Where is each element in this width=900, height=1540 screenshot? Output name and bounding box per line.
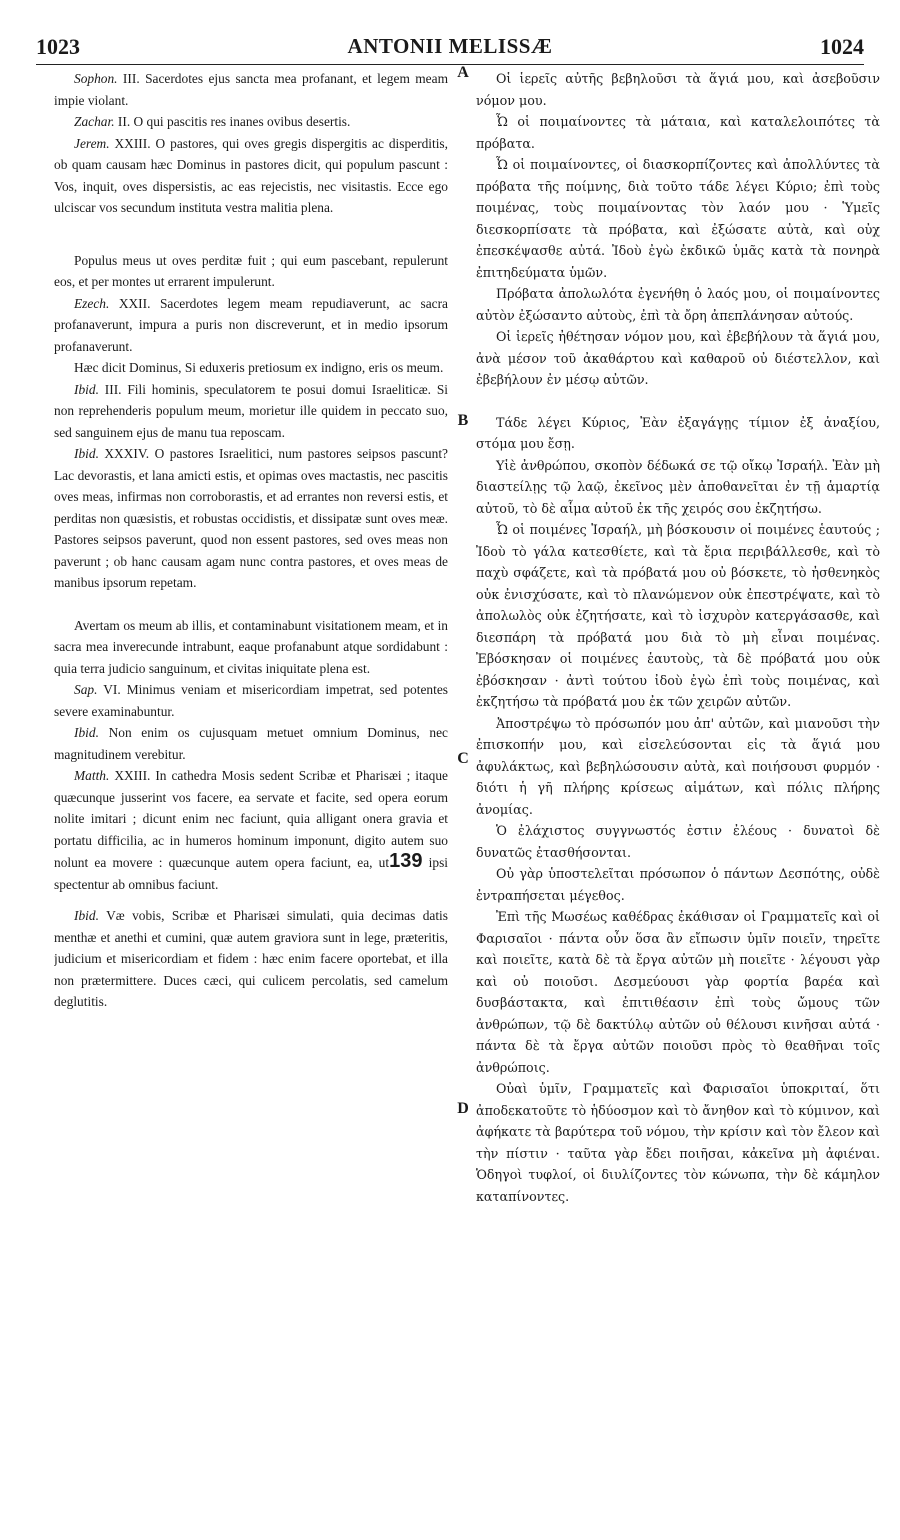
latin-text: Hæc dicit Dominus, Si eduxeris pretiosum ex indigno, eris os meum. [74,360,444,375]
latin-text: Væ vobis, Scribæ et Pharisæi simulati, quia decimas datis menthæ et anethi et cumini, quæ autem graviora sunt in lege, præteritis, judicium et misericordiam et fidem : hæc enim facere oportebat, et illa non prætermittere. Duces cæci, qui culicem percolatis, sed camelum deglutitis. [54,908,448,1009]
latin-text: Populus meus ut oves perditæ fuit ; qui eum pascebant, repulerunt eos, et per montes ut errarent impulerunt. [54,252,448,289]
latin-paragraph [54,722,448,765]
latin-text: Avertam os meum ab illis, et contaminabunt visitationem meam, et in sacra mea inverecunde intrabunt, eaque profanabunt atque sordidabunt : quia terra judicio sanguinum, et civitas iniquitate plena est. [54,617,448,676]
latin-source: Ezech. [74,295,110,311]
section-marker-a: A [457,64,469,81]
running-title: ANTONII MELISSÆ [347,34,553,58]
latin-text: ipsi spectentur ab omnibus faciunt. [54,855,448,892]
greek-paragraph: Υἱὲ ἀνθρώπου, σκοπὸν δέδωκά σε τῷ οἴκῳ Ἰσραήλ. Ἐὰν μὴ διαστείλῃς τῷ λαῷ, ἐκεῖνος μὲν ἀποθανεῖται ἐν τῇ ἁμαρτίᾳ αὐτοῦ, τὸ δὲ αἷμα αὐτοῦ ἐκ τῆς χειρός σου ἐκζητήσω. [476,457,880,516]
section-marker-d: D [457,1100,469,1117]
latin-paragraph [54,905,448,1013]
latin-paragraph [54,357,448,379]
latin-text: II. O qui pascitis res inanes ovibus desertis. [114,114,351,129]
spacer [54,895,448,905]
greek-paragraph: Οἱ ἱερεῖς αὐτῆς βεβηλοῦσι τὰ ἅγιά μου, καὶ ἀσεβοῦσιν νόμον μου. [476,71,880,108]
greek-paragraph: Οἱ ἱερεῖς ἠθέτησαν νόμον μου, καὶ ἐβεβήλουν τὰ ἅγιά μου, ἀνὰ μέσον τοῦ ἀκαθάρτου καὶ καθαροῦ οὐ διέστελλον, καὶ ἐβεβήλουν ἐν μέσῳ αὐτῶν. [476,329,880,387]
greek-paragraph: Οὐαὶ ὑμῖν, Γραμματεῖς καὶ Φαρισαῖοι ὑποκριταί, ὅτι ἀποδεκατοῦτε τὸ ἡδύοσμον καὶ τὸ ἄνηθον καὶ τὸ κύμινον, καὶ ἀφήκατε τὰ βαρύτερα τοῦ νόμου, τὴν κρίσιν καὶ τὸν ἔλεον καὶ τὴν πίστιν · ταῦτα γὰρ ἔδει ποιῆσαι, κἀκεῖνα μὴ ἀφιέναι. Ὁδηγοὶ τυφλοί, οἱ διυλίζοντες τὸν κώνωπα, τὴν δὲ κάμηλον καταπίνοντες. [476,1081,880,1204]
latin-source: Ibid. [74,446,99,461]
spacer [54,240,448,250]
section-marker-c: C [457,750,469,767]
latin-paragraph [54,133,448,219]
latin-text: III. Sacerdotes ejus sancta mea profanant, et legem meam impie violant. [54,71,448,108]
latin-text: III. Fili hominis, speculatorem te posui domui Israeliticæ. Si non reprehenderis populum meum, morietur ille quidem in peccato suo, sed sanguinem ejus de manu tua reposcam. [54,381,448,440]
latin-text: XXXIV. O pastores Israelitici, num pastores seipsos pascunt? Lac devorastis, et lana amicti estis, et opimas oves mactastis, nec pascitis oves meas, infirmas non corroborastis, et ad errantes non reversi estis, et perditas non quæsistis, et robustas occidistis, et dissipatæ sunt oves meæ. Pastores seipsos paverunt, quod non essent pastores, sed oves meas non paverunt ; ob hanc causam agam nunc contra pastores, et oves meas de manibus ipsorum repetam. [54,446,448,590]
greek-paragraph: Ὁ ἐλάχιστος συγγνωστός ἐστιν ἐλέους · δυνατοὶ δὲ δυνατῶς ἐτασθήσονται. [476,823,880,860]
latin-paragraph [54,379,448,444]
latin-text: VI. Minimus veniam et misericordiam impetrat, sed potentes severe examinabuntur. [54,682,448,719]
greek-paragraph: Ὦ οἱ ποιμένες Ἰσραήλ, μὴ βόσκουσιν οἱ ποιμένες ἑαυτούς ; Ἰδοὺ τὸ γάλα κατεσθίετε, καὶ τὰ ἔρια περιβάλλεσθε, καὶ τὸ παχὺ σφάζετε, καὶ τὰ πρόβατά μου οὐ βόσκετε, τὸ ἠσθενηκὸς οὐκ ἐνισχύσατε, καὶ τὸ πλανώμενον οὐκ ἐπεστρέψατε, καὶ τὸ ἀπολωλὸς οὐκ ἐζητήσατε, καὶ τὸ ἰσχυρὸν κατεργάσασθε, καὶ διεσπάρη τὰ πρόβατά μου διὰ τὸ μὴ εἶναι ποιμένας. Ἐβόσκησαν οἱ ποιμένες ἑαυτοὺς, τὰ δὲ πρόβατά μου οὐκ ἐβόσκησαν · ἀντὶ τούτου ἰδοὺ ἐγὼ ἐπὶ τοὺς ποιμένας, καὶ ἐκζητήσω τὰ πρόβατά μου ἐκ τῶν χειρῶν αὐτῶν. [476,522,880,709]
page-number-right: 1024 [820,34,864,59]
greek-column [476,68,880,1520]
latin-source: Ibid. [74,908,99,923]
latin-source: Sap. [74,682,98,697]
latin-source: Sophon. [74,71,118,86]
latin-paragraph [54,68,448,111]
latin-source: Jerem. [74,135,110,151]
page-number-left: 1023 [36,34,80,59]
latin-source: Ibid. [74,381,99,397]
latin-column [54,68,448,1520]
greek-paragraph: Ὦ οἱ ποιμαίνοντες τὰ μάταια, καὶ καταλελοιπότες τὰ πρόβατα. [476,114,880,151]
greek-paragraph: Ἐπὶ τῆς Μωσέως καθέδρας ἐκάθισαν οἱ Γραμματεῖς καὶ οἱ Φαρισαῖοι · πάντα οὖν ὅσα ἂν εἴπωσιν ὑμῖν ποιεῖν, τηρεῖτε καὶ ποιεῖτε, κατὰ δὲ τὰ ἔργα αὐτῶν μὴ ποιεῖτε · λέγουσι γὰρ καὶ οὐ ποιοῦσι. Δεσμεύουσι γὰρ φορτία βαρέα καὶ δυσβάστακτα, καὶ ἐπιτιθέασιν ἐπὶ τοὺς ὤμους τῶν ἀνθρώπων, τῷ δὲ δακτύλῳ αὐτῶν οὐ θέλουσι κινῆσαι αὐτά · πάντα δὲ τὰ ἔργα αὐτῶν ποιοῦσι πρὸς τὸ θεαθῆναι τοῖς ἀνθρώποις. [476,909,880,1075]
greek-paragraph: Ὦ οἱ ποιμαίνοντες, οἱ διασκορπίζοντες καὶ ἀπολλύντες τὰ πρόβατα τῆς ποίμνης, διὰ τοῦτο τάδε λέγει Κύριο; ἐπὶ τοὺς ποιμένας, τοὺς ποιμαίνοντας τὸν λαόν μου · Ὑμεῖς διεσκορπίσατε τὰ πρόβατα, καὶ ἐξώσατε αὐτὰ, καὶ οὐχ ἐπεσκέψασθε αὐτά. Ἰδοὺ ἐγὼ ἐκδικῶ ὑμᾶς κατὰ τὰ πονηρὰ ἐπιτηδεύματα ὑμῶν. [476,157,880,280]
latin-paragraph [54,679,448,722]
latin-text: XXIII. In cathedra Mosis sedent Scribæ et Pharisæi ; itaque quæcunque jusserint vos facere, ea servate et facite, sed opera eorum nolite imitari ; dicunt enim nec faciunt, quia alligant onera gravia et portatu difficilia, ac in humeros hominum imponunt, digito autem suo nolunt ea movere : quæcunque autem opera faciunt, ea, ut [54,768,448,870]
greek-paragraph: Οὐ γὰρ ὑποστελεῖται πρόσωπον ὁ πάντων Δεσπότης, οὐδὲ ἐντραπήσεται μέγεθος. [476,866,880,903]
spacer [476,391,880,412]
latin-paragraph [54,443,448,594]
column-number: 139 [389,850,423,872]
greek-paragraph: Τάδε λέγει Κύριος, Ἐὰν ἐξαγάγῃς τίμιον ἐξ ἀναξίου, στόμα μου ἔσῃ. [476,414,880,451]
latin-paragraph [54,111,448,133]
greek-paragraph: Πρόβατα ἀπολωλότα ἐγενήθη ὁ λαός μου, οἱ ποιμαίνοντες αὐτὸν ἐξώσαντο αὐτοὺς, ἐπὶ τὰ ὄρη ἀπεπλάνησαν αὐτούς. [476,286,880,323]
latin-paragraph [54,615,448,680]
greek-paragraph: Ἀποστρέψω τὸ πρόσωπόν μου ἀπ' αὐτῶν, καὶ μιανοῦσι τὴν ἐπισκοπήν μου, καὶ εἰσελεύσονται εἰς τὰ ἅγιά μου ἀφυλάκτως, καὶ βεβηλώσουσιν αὐτὰ, καὶ ποιήσουσι φυρμόν · διότι ἡ γῆ πλήρης κρίσεως αἱμάτων, καὶ πόλις πλήρης ἀνομίας. [476,715,880,817]
page-header [36,34,864,65]
latin-paragraph [54,293,448,358]
latin-source: Zachar. [74,114,115,129]
latin-source: Matth. [74,768,110,783]
spacer [54,219,448,240]
latin-paragraph [54,250,448,293]
latin-text: Non enim os cujusquam metuet omnium Dominus, nec magnitudinem verebitur. [54,725,448,762]
latin-text: XXII. Sacerdotes legem meam repudiaverunt, ac sacra profanaverunt, impura a puris non discreverunt, et in medio ipsorum profanaverunt. [54,295,448,354]
latin-source: Ibid. [74,725,99,740]
section-marker-b: B [457,412,469,429]
latin-paragraph [54,765,448,895]
spacer [54,594,448,615]
latin-text: XXIII. O pastores, qui oves gregis dispergitis ac disperditis, ob quam causam hæc Dominus in pastores dicit, qui populum pascunt : Vos, inquit, oves dispersistis, ac eas rejecistis, nec visitastis. Ecce ego ulciscar vos secundum instituta vestra malitia plena. [54,135,448,215]
